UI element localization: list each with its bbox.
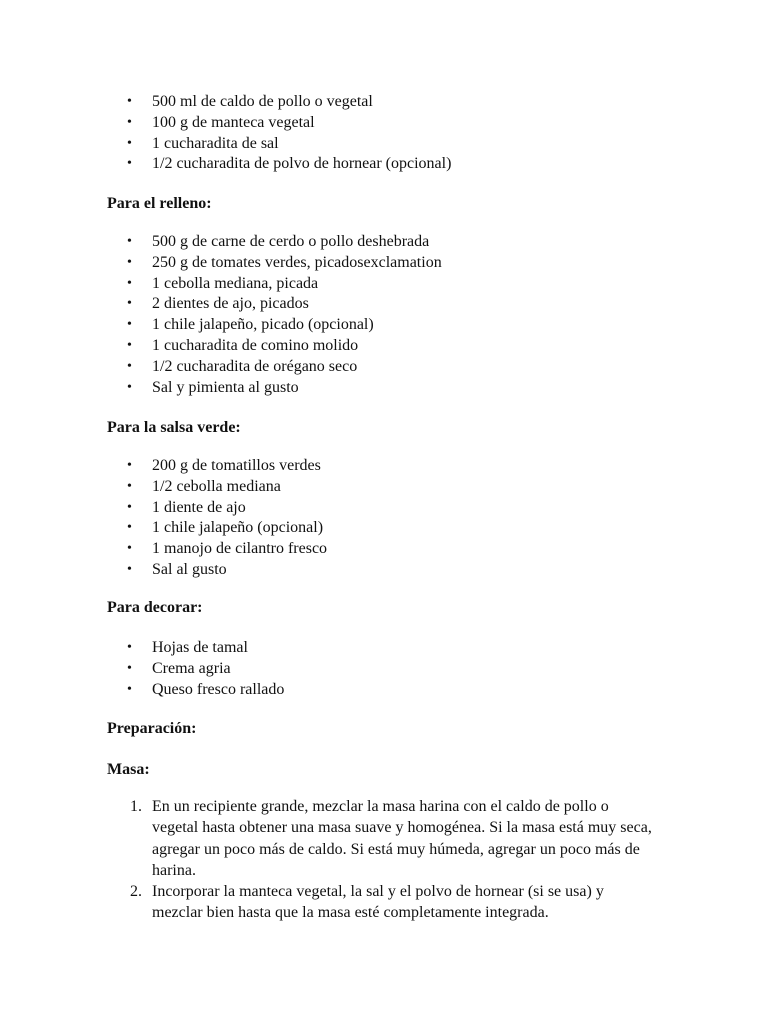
list-item: • 1 diente de ajo (0, 498, 768, 519)
step-text: En un recipiente grande, mezclar la masa harina con el caldo de pollo o vegetal hasta obtener una masa suave y homogénea. Si la masa está muy seca, agregar un poco más de caldo. Si está muy húmeda, agregar un poco más de harina. (152, 798, 652, 879)
decorar-items-list (0, 638, 768, 700)
list-item: • 1 chile jalapeño, picado (opcional) (0, 315, 768, 336)
list-item: • Queso fresco rallado (0, 680, 768, 701)
list-item: • 500 ml de caldo de pollo o vegetal (0, 92, 768, 113)
list-item: • Sal al gusto (0, 560, 768, 581)
list-item: • Crema agria (0, 659, 768, 680)
list-item: • 1 cucharadita de comino molido (0, 336, 768, 357)
list-item: • 500 g de carne de cerdo o pollo deshebrada (0, 232, 768, 253)
list-item: • 2 dientes de ajo, picados (0, 294, 768, 315)
list-item: • 250 g de tomates verdes, picadosexclamation (0, 253, 768, 274)
salsa-heading: Para la salsa verde: (107, 419, 241, 436)
step-number: 1. (130, 798, 142, 815)
salsa-ingredients-list (0, 456, 768, 581)
list-item: • 1/2 cebolla mediana (0, 477, 768, 498)
masa-steps-list (0, 796, 768, 924)
step-item (0, 796, 768, 881)
list-item: • Hojas de tamal (0, 638, 768, 659)
list-item: • 200 g de tomatillos verdes (0, 456, 768, 477)
list-item: • 1 cebolla mediana, picada (0, 274, 768, 295)
step-number: 2. (130, 883, 142, 901)
list-item: • 1 cucharadita de sal (0, 134, 768, 155)
intro-ingredients-list (0, 92, 768, 175)
step-text: Incorporar la manteca vegetal, la sal y el polvo de hornear (si se usa) y mezclar bien hasta que la masa esté completamente integrada. (152, 883, 604, 922)
step-item (0, 881, 768, 924)
decorar-heading: Para decorar: (107, 599, 203, 616)
relleno-heading: Para el relleno: (107, 195, 212, 212)
preparacion-heading: Preparación: (107, 720, 197, 737)
relleno-ingredients-list (0, 232, 768, 398)
list-item: • Sal y pimienta al gusto (0, 378, 768, 399)
list-item: • 1/2 cucharadita de orégano seco (0, 357, 768, 378)
list-item: • 1 chile jalapeño (opcional) (0, 518, 768, 539)
list-item: • 1 manojo de cilantro fresco (0, 539, 768, 560)
list-item: • 100 g de manteca vegetal (0, 113, 768, 134)
masa-heading: Masa: (107, 761, 150, 778)
list-item: • 1/2 cucharadita de polvo de hornear (opcional) (0, 154, 768, 175)
